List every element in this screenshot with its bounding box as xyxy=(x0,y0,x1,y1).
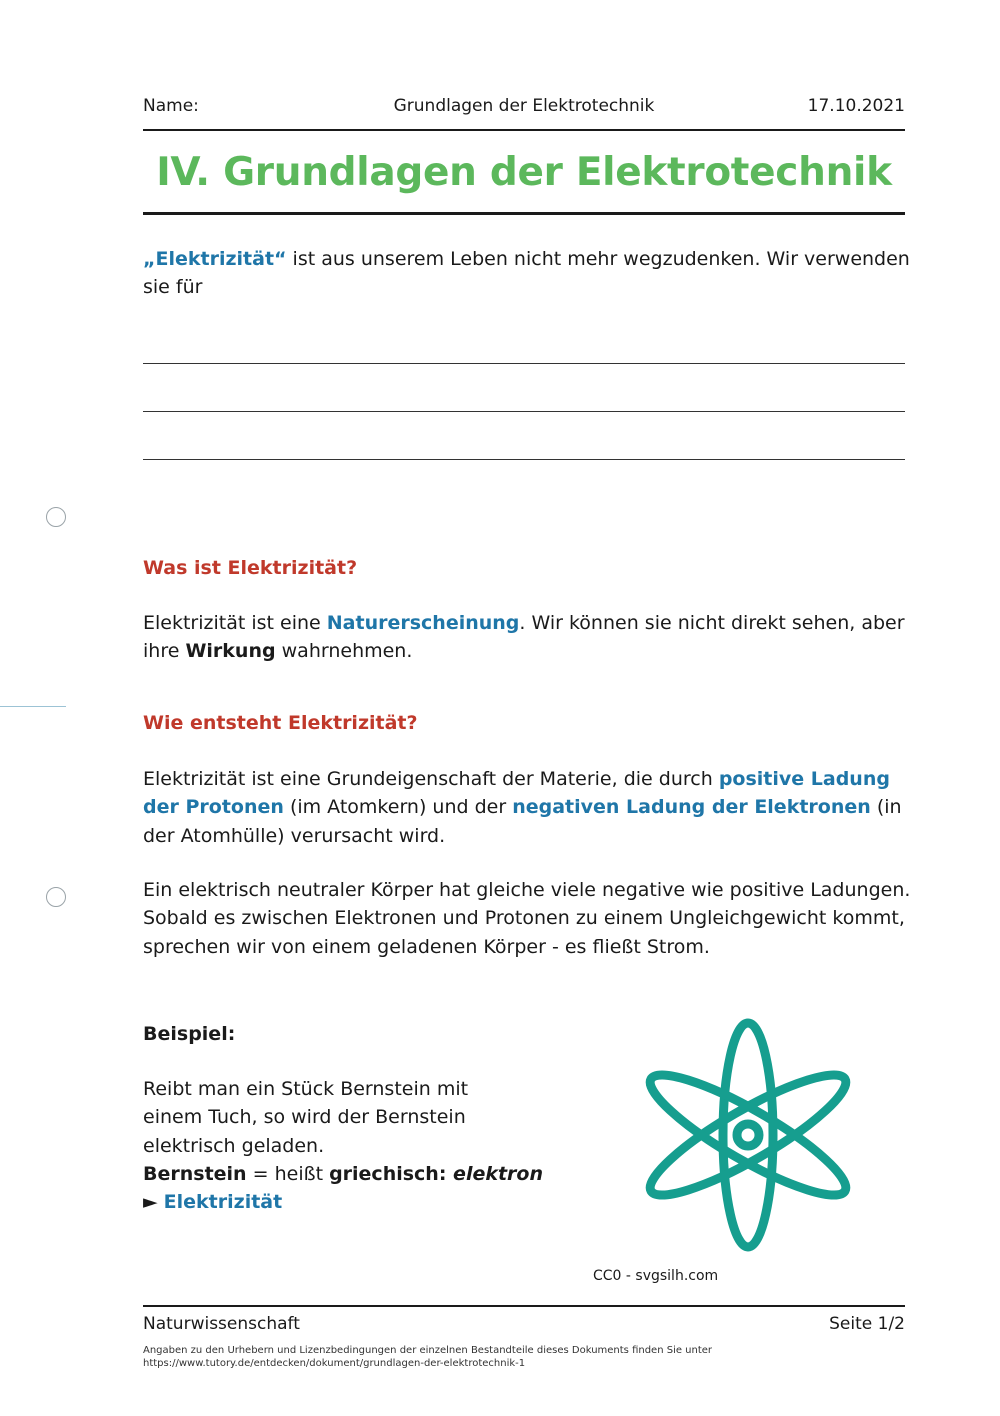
write-line-2[interactable] xyxy=(143,411,905,412)
term-naturerscheinung: Naturerscheinung xyxy=(326,612,520,634)
section1-paragraph: Elektrizität ist eine Naturerscheinung. Wir können sie nicht direkt sehen, aber ihre Wirkung wahrnehmen. xyxy=(143,612,905,663)
name-label: Name: xyxy=(143,96,199,116)
title-rule xyxy=(143,212,905,215)
intro-term: „Elektrizität“ xyxy=(143,248,287,270)
term-elektrizitaet: Elektrizität xyxy=(163,1191,283,1214)
example-heading: Beispiel: xyxy=(143,1023,236,1045)
term-positive-charge: positive Ladung der Protonen xyxy=(143,768,890,819)
image-credit: CC0 - svgsilh.com xyxy=(593,1268,719,1284)
section2-paragraph-1: Elektrizität ist eine Grundeigenschaft der Materie, die durch positive Ladung der Protonen (im Atomkern) und der negativen Ladung der Elektronen (in der Atomhülle) verursacht wird. xyxy=(143,768,902,847)
section2-paragraph-2: Ein elektrisch neutraler Körper hat gleiche viele negative wie positive Ladungen. Sobald es zwischen Elektronen und Protonen zu einem Ungleichgewicht kommt, sprechen wir von einem geladenen Körper - es fließt Strom. xyxy=(143,879,911,958)
intro-paragraph: „Elektrizität“ ist aus unserem Leben nicht mehr wegzudenken. Wir verwenden sie für xyxy=(143,248,910,299)
footer-rule xyxy=(143,1305,905,1307)
page-title: IV. Grundlagen der Elektrotechnik xyxy=(156,150,892,195)
term-wirkung: Wirkung xyxy=(185,640,276,663)
arrow-icon: ► xyxy=(143,1191,158,1214)
footer-subject: Naturwissenschaft xyxy=(143,1314,300,1334)
license-note: Angaben zu den Urhebern und Lizenzbedingungen der einzelnen Bestandteile dieses Dokuments finden Sie unter https://www.tutory.de/entdecken/dokument/grundlagen-der-elektrotechnik-1 xyxy=(143,1345,713,1369)
header-doc-title: Grundlagen der Elektrotechnik xyxy=(393,96,655,116)
term-elektron: elektron xyxy=(446,1162,544,1185)
section-heading-how: Wie entsteht Elektrizität? xyxy=(143,712,418,734)
section-heading-what: Was ist Elektrizität? xyxy=(143,557,358,579)
footer-page: Seite 1/2 xyxy=(829,1314,905,1334)
write-line-3[interactable] xyxy=(143,459,905,460)
atom-icon xyxy=(640,1015,860,1255)
term-negative-charge: negativen Ladung der Elektronen xyxy=(512,796,871,819)
write-line-1[interactable] xyxy=(143,363,905,364)
punch-hole-top xyxy=(46,507,66,527)
punch-hole-bottom xyxy=(46,887,66,907)
header-date: 17.10.2021 xyxy=(807,96,905,116)
example-paragraph: Reibt man ein Stück Bernstein mit einem Tuch, so wird der Bernstein elektrisch geladen. Bernstein = heißt griechisch: elektron ► Elektrizität xyxy=(143,1078,544,1214)
fold-mark xyxy=(0,706,66,707)
license-url[interactable]: https://www.tutory.de/entdecken/dokument/grundlagen-der-elektrotechnik-1 xyxy=(143,1358,526,1369)
header-rule xyxy=(143,129,905,131)
